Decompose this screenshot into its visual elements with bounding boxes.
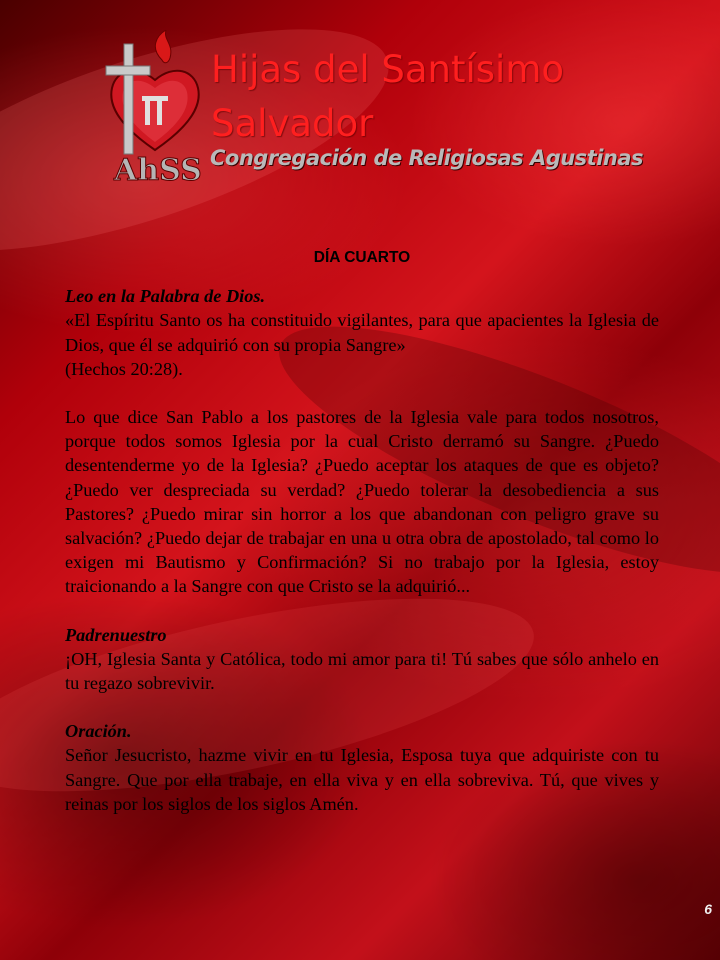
congregation-logo-icon [100,30,210,190]
section-label-oracion: Oración. [65,721,132,742]
scripture-reference: (Hechos 20:28). [65,358,183,379]
spacer [65,599,659,623]
spacer [65,381,659,405]
devotional-text [65,246,659,816]
title-line-1: Hijas del Santísimo [211,48,565,91]
svg-text:AhSS: AhSS [114,153,202,188]
scripture-quote: «El Espíritu Santo os ha constituido vigilantes, para que apacientes la Iglesia de Dios, que él se adquirió con su propia Sangre» [65,310,659,355]
section-label-reading: Leo en la Palabra de Dios. [65,286,266,307]
section-label-padrenuestro: Padrenuestro [65,624,167,645]
spacer [65,695,659,719]
header [100,30,700,200]
day-heading: DÍA CUARTO [313,249,411,266]
reflection-paragraph: Lo que dice San Pablo a los pastores de la Iglesia vale para todos nosotros, porque todos somos Iglesia por la cual Cristo derramó su Sangre. ¿Puedo desentenderme yo de la Iglesia? ¿Puedo aceptar los ataques de que es objeto? ¿Puedo ver despreciada su verdad? ¿Puedo tolerar la desobediencia a sus Pastores? ¿Puedo mirar sin horror a los que abandonan con peligro grave su salvación? ¿Puedo dejar de trabajar en una u otra obra de apostolado, tal como lo exigen mi Bautismo y Confirmación? Si no trabajo por la Iglesia, estoy traicionando a la Sangre con que Cristo se la adquirió... [65,407,659,597]
padrenuestro-text: ¡OH, Iglesia Santa y Católica, todo mi amor para ti! Tú sabes que sólo anhelo en tu regazo sobrevivir. [65,648,659,694]
title-line-2: Salvador [211,102,374,145]
page-number: 6 [704,901,712,917]
subtitle: Congregación de Religiosas Agustinas [210,146,644,170]
oracion-text: Señor Jesucristo, hazme vivir en tu Iglesia, Esposa tuya que adquiriste con tu Sangre. Que por ella trabaje, en ella viva y en ella sobreviva. Tú, que vives y reinas por los siglos de los siglos Amén. [65,745,659,814]
